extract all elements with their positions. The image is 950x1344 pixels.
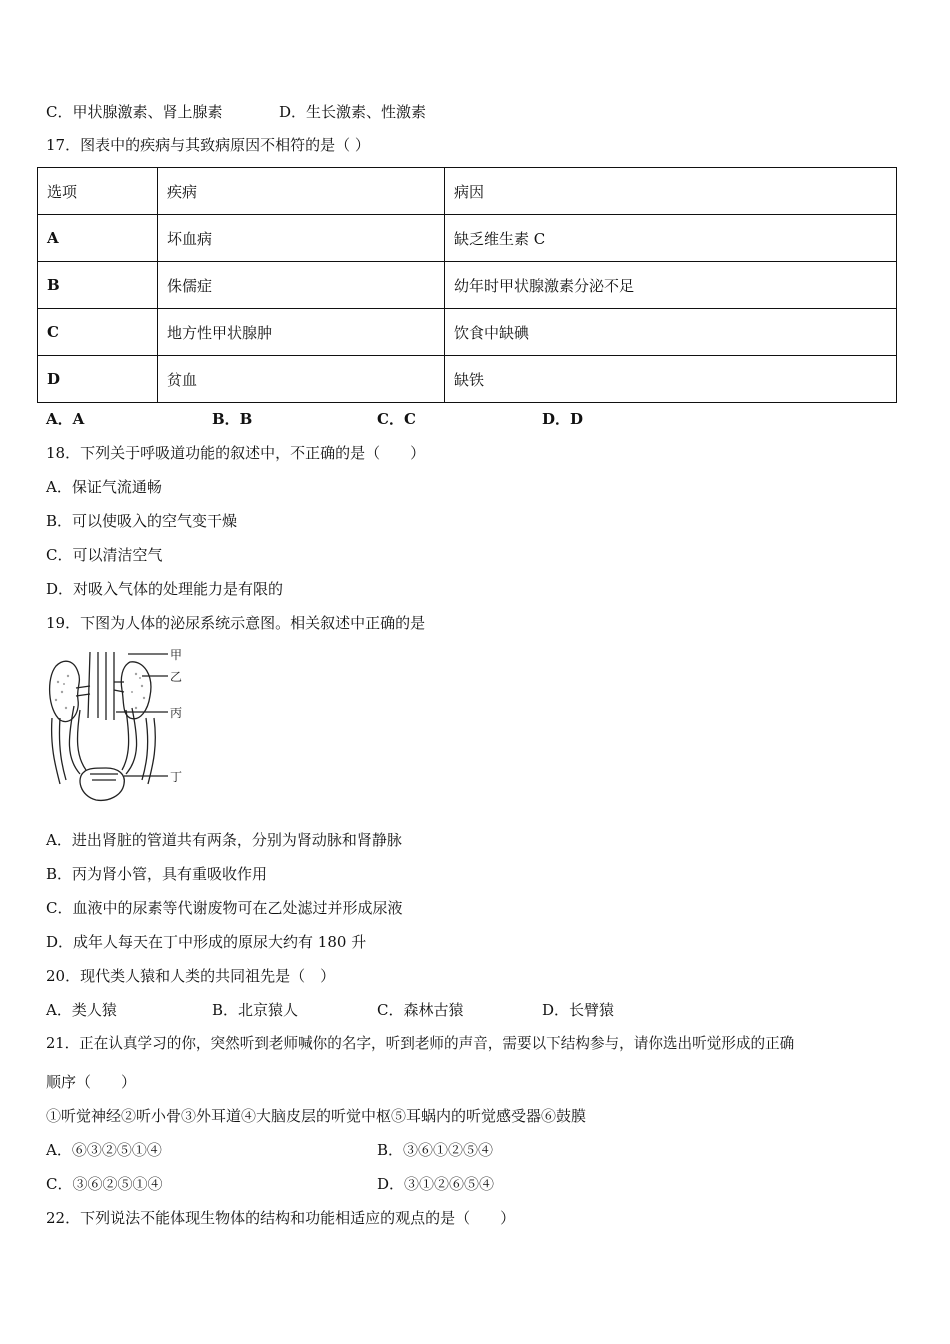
table-row bbox=[38, 215, 897, 262]
q18-stem: 18．下列关于呼吸道功能的叙述中，不正确的是（ ） bbox=[46, 444, 426, 462]
q17-option-c: C．C bbox=[377, 410, 416, 428]
diagram-label-bing: 丙 bbox=[170, 706, 183, 720]
q21-stem-line1: 21．正在认真学习的你，突然听到老师喊你的名字，听到老师的声音，需要以下结构参与，请你选出听觉形成的正确 bbox=[46, 1035, 795, 1052]
q19-option-d: D．成年人每天在丁中形成的原尿大约有 180 升 bbox=[46, 933, 367, 951]
q21-stem-line2: 顺序（ ） bbox=[46, 1073, 137, 1091]
q19-option-a: A．进出肾脏的管道共有两条，分别为肾动脉和肾静脉 bbox=[46, 831, 402, 849]
diagram-label-ding: 丁 bbox=[170, 770, 183, 784]
row-disease: 坏血病 bbox=[158, 215, 445, 262]
row-cause: 饮食中缺碘 bbox=[445, 309, 897, 356]
q21-option-d: D．③①②⑥⑤④ bbox=[377, 1175, 495, 1193]
q18-option-d: D．对吸入气体的处理能力是有限的 bbox=[46, 580, 284, 598]
row-option: B bbox=[38, 262, 158, 309]
header-disease: 疾病 bbox=[158, 168, 445, 215]
q21-option-a: A．⑥③②⑤①④ bbox=[46, 1141, 162, 1159]
q17-option-a: A．A bbox=[46, 410, 85, 428]
q19-stem: 19．下图为人体的泌尿系统示意图。相关叙述中正确的是 bbox=[46, 614, 426, 632]
urinary-system-diagram bbox=[46, 648, 188, 806]
q19-option-c: C．血液中的尿素等代谢废物可在乙处滤过并形成尿液 bbox=[46, 899, 403, 917]
q21-option-c: C．③⑥②⑤①④ bbox=[46, 1175, 163, 1193]
row-option: A bbox=[38, 215, 158, 262]
q19-option-b: B．丙为肾小管，具有重吸收作用 bbox=[46, 865, 268, 883]
q20-option-d: D．长臂猿 bbox=[542, 1001, 615, 1019]
row-cause: 缺乏维生素 C bbox=[445, 215, 897, 262]
row-disease: 贫血 bbox=[158, 356, 445, 403]
diagram-label-yi: 乙 bbox=[170, 670, 183, 684]
q17-table bbox=[37, 167, 897, 403]
row-option: C bbox=[38, 309, 158, 356]
table-row bbox=[38, 309, 897, 356]
row-cause: 幼年时甲状腺激素分泌不足 bbox=[445, 262, 897, 309]
q18-option-b: B．可以使吸入的空气变干燥 bbox=[46, 512, 238, 530]
row-option: D bbox=[38, 356, 158, 403]
q20-option-b: B．北京猿人 bbox=[212, 1001, 299, 1019]
q18-option-a: A．保证气流通畅 bbox=[46, 478, 162, 496]
q17-stem: 17．图表中的疾病与其致病原因不相符的是（ ） bbox=[46, 136, 370, 154]
q20-stem: 20．现代类人猿和人类的共同祖先是（ ） bbox=[46, 967, 336, 985]
row-cause: 缺铁 bbox=[445, 356, 897, 403]
q16-option-c: C．甲状腺激素、肾上腺素 bbox=[46, 103, 223, 121]
q20-option-a: A．类人猿 bbox=[46, 1001, 117, 1019]
table-row bbox=[38, 356, 897, 403]
q18-option-c: C．可以清洁空气 bbox=[46, 546, 163, 564]
diagram-label-jia: 甲 bbox=[170, 648, 183, 662]
table-row bbox=[38, 262, 897, 309]
q22-stem: 22．下列说法不能体现生物体的结构和功能相适应的观点的是（ ） bbox=[46, 1209, 516, 1227]
q17-option-b: B．B bbox=[212, 410, 253, 428]
q21-items: ①听觉神经②听小骨③外耳道④大脑皮层的听觉中枢⑤耳蜗内的听觉感受器⑥鼓膜 bbox=[46, 1107, 587, 1125]
q20-option-c: C．森林古猿 bbox=[377, 1001, 464, 1019]
q16-option-d: D．生长激素、性激素 bbox=[279, 103, 427, 121]
q21-option-b: B．③⑥①②⑤④ bbox=[377, 1141, 494, 1159]
header-cause: 病因 bbox=[445, 168, 897, 215]
row-disease: 地方性甲状腺肿 bbox=[158, 309, 445, 356]
row-disease: 侏儒症 bbox=[158, 262, 445, 309]
q17-option-d: D．D bbox=[542, 410, 584, 428]
header-option: 选项 bbox=[38, 168, 158, 215]
table-header-row bbox=[38, 168, 897, 215]
